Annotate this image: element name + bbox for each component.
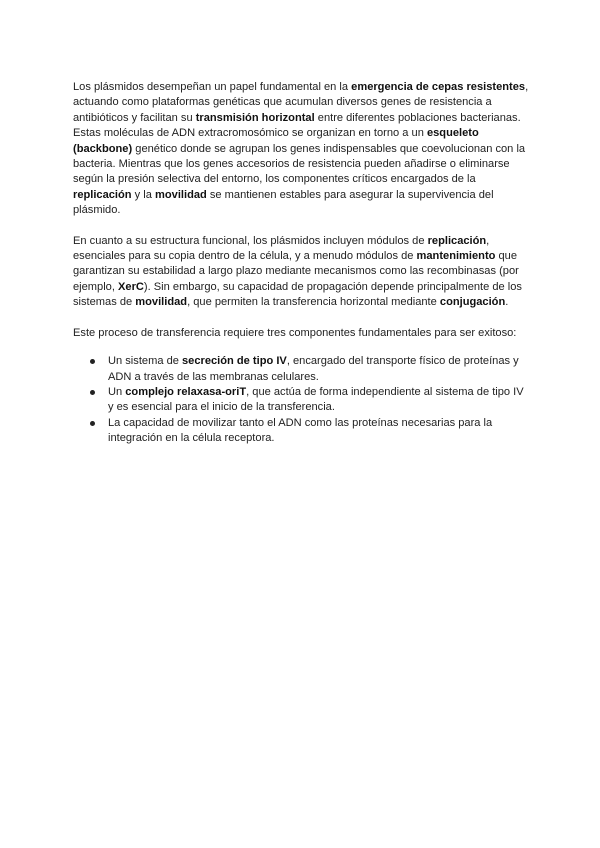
text-run: se mantienen estables para asegurar la supervivencia del plásmido. bbox=[73, 188, 494, 217]
text-run: En cuanto a su estructura funcional, los plásmidos incluyen módulos de bbox=[73, 234, 428, 247]
bold-term: conjugación bbox=[439, 296, 506, 309]
paragraph-transfer-intro: Este proceso de transferencia requiere tres componentes fundamentales para ser exitoso: bbox=[73, 326, 517, 339]
bold-term: transmisión horizontal bbox=[195, 111, 315, 124]
bullet-icon bbox=[90, 421, 95, 426]
components-list bbox=[73, 354, 531, 446]
bold-term: mantenimiento bbox=[416, 250, 496, 263]
bold-term: complejo relaxasa-oriT bbox=[125, 385, 247, 398]
text-run: , actuando como plataformas genéticas que acumulan diversos genes de resistencia a antibióticos y facilitan su bbox=[73, 81, 529, 124]
text-run: que garantizan su estabilidad a largo plazo mediante mecanismos como las recombinasas (por ejemplo, bbox=[73, 250, 519, 293]
bold-term: XerC bbox=[118, 280, 144, 293]
bold-term: replicación bbox=[73, 188, 132, 201]
text-run: La capacidad de movilizar tanto el ADN como las proteínas necesarias para la integración en la célula receptora. bbox=[108, 416, 493, 445]
text-run: Los plásmidos desempeñan un papel fundamental en la bbox=[73, 81, 352, 93]
text-run: . bbox=[505, 296, 509, 309]
text-run: Un bbox=[108, 385, 126, 398]
text-run: , que permiten la transferencia horizontal mediante bbox=[187, 296, 440, 309]
bold-term: secreción de tipo IV bbox=[182, 355, 287, 368]
text-run: , encargado del transporte físico de proteínas y ADN a través de las membranas celulares. bbox=[108, 355, 519, 383]
paragraph-functional-structure bbox=[73, 234, 531, 311]
text-run: , esenciales para su copia dentro de la célula, y a menudo módulos de bbox=[73, 234, 490, 263]
paragraph-plasmids-intro bbox=[73, 80, 531, 219]
text-run: entre diferentes poblaciones bacterianas. Estas moléculas de ADN extracromosómico se organizan en torno a un bbox=[73, 111, 521, 140]
list-item bbox=[73, 354, 531, 385]
bullet-icon bbox=[90, 359, 95, 364]
text-run: , que actúa de forma independiente al sistema de tipo IV y es esencial para el inicio de la transferencia. bbox=[108, 385, 524, 414]
bold-term: replicación bbox=[427, 234, 487, 247]
bold-term: movilidad bbox=[155, 188, 207, 201]
bold-term: esqueleto (backbone) bbox=[73, 127, 479, 155]
list-item bbox=[73, 416, 531, 447]
text-run: ). Sin embargo, su capacidad de propagación depende principalmente de los sistemas de bbox=[73, 280, 522, 309]
text-run: Un sistema de bbox=[108, 355, 182, 368]
text-run: y la bbox=[131, 188, 156, 201]
text-run: genético donde se agrupan los genes indispensables que coevolucionan con la bacteria. Mientras que los genes accesorios de resistencia pueden añadirse o eliminarse según la presión selectiva del entorno, los componentes críticos encargados de la bbox=[73, 142, 526, 186]
bold-term: emergencia de cepas resistentes bbox=[351, 81, 526, 93]
bullet-icon bbox=[90, 390, 95, 395]
bold-term: movilidad bbox=[135, 296, 188, 309]
document-body bbox=[73, 80, 531, 447]
list-item bbox=[73, 385, 531, 416]
